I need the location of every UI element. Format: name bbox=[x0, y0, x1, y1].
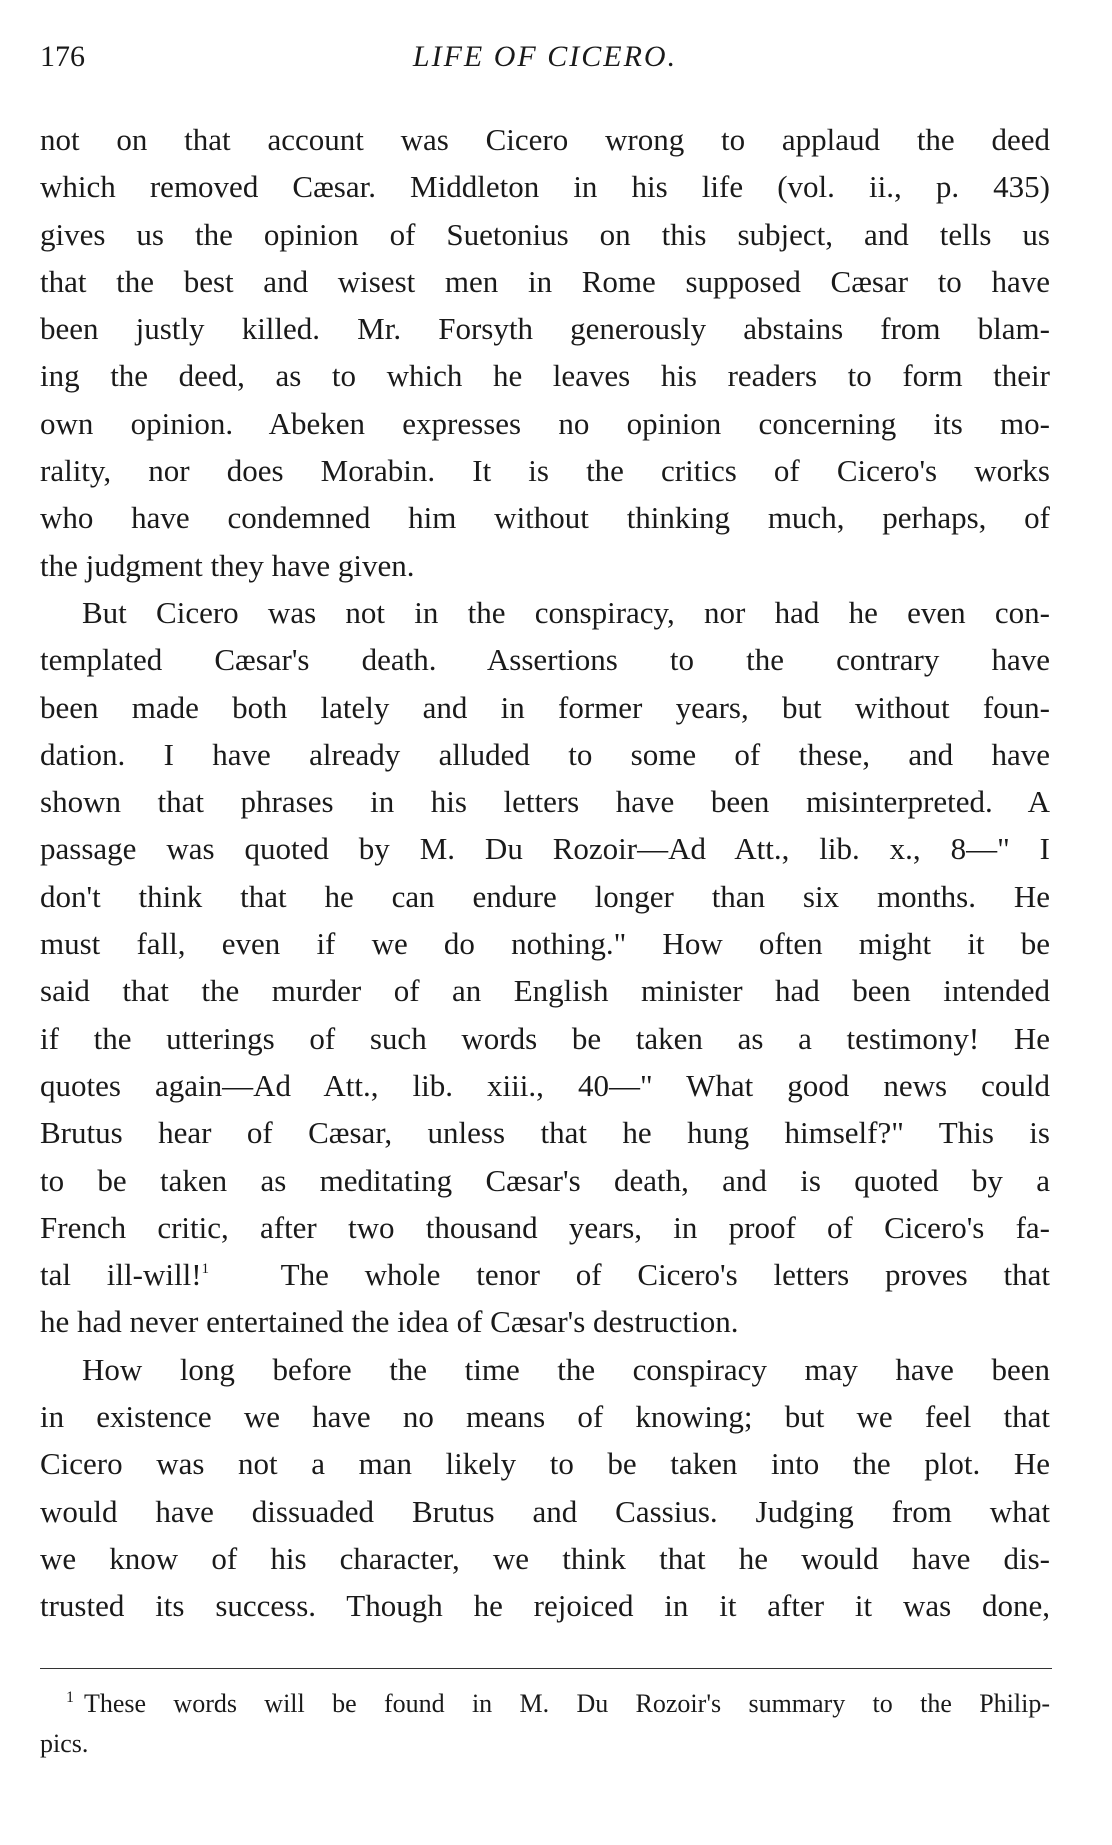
text-line: dation. I have already alluded to some of these, and have bbox=[40, 736, 1050, 772]
footnote-line bbox=[40, 1684, 1050, 1724]
text-line-with-footnote-ref bbox=[40, 1251, 1050, 1298]
text-line: he had never entertained the idea of Cæsar's destruction. bbox=[40, 1304, 739, 1340]
text-line: we know of his character, we think that he would have dis- bbox=[40, 1540, 1050, 1576]
text-line: would have dissuaded Brutus and Cassius. Judging from what bbox=[40, 1493, 1050, 1529]
page-header bbox=[40, 40, 1050, 80]
text-line: How long before the time the conspiracy may have been bbox=[82, 1351, 1050, 1387]
footnote-text: These words will be found in M. Du Rozoir's summary to the Philip- bbox=[84, 1689, 1050, 1718]
text-line: shown that phrases in his letters have been misinterpreted. A bbox=[40, 784, 1050, 820]
text-fragment: tal ill-will! bbox=[40, 1257, 202, 1293]
text-line: quotes again—Ad Att., lib. xiii., 40—" What good news could bbox=[40, 1067, 1050, 1103]
text-line: must fall, even if we do nothing." How often might it be bbox=[40, 926, 1050, 962]
footnote-line: pics. bbox=[40, 1729, 89, 1758]
text-line: But Cicero was not in the conspiracy, nor had he even con- bbox=[82, 594, 1050, 630]
text-line: French critic, after two thousand years, in proof of Cicero's fa- bbox=[40, 1209, 1050, 1245]
text-line: been made both lately and in former years, but without foun- bbox=[40, 689, 1050, 725]
text-line: not on that account was Cicero wrong to applaud the deed bbox=[40, 122, 1050, 157]
text-line: templated Cæsar's death. Assertions to the contrary have bbox=[40, 642, 1050, 678]
text-line: ing the deed, as to which he leaves his readers to form their bbox=[40, 358, 1050, 394]
running-title: LIFE OF CICERO. bbox=[412, 40, 678, 73]
text-line: Brutus hear of Cæsar, unless that he hung himself?" This is bbox=[40, 1115, 1050, 1151]
text-fragment: The whole tenor of Cicero's letters proves that bbox=[280, 1257, 1050, 1293]
footnote-reference: 1 bbox=[201, 1261, 210, 1278]
text-line: that the best and wisest men in Rome supposed Cæsar to have bbox=[40, 263, 1050, 299]
text-line: to be taken as meditating Cæsar's death, and is quoted by a bbox=[40, 1162, 1050, 1198]
text-line: in existence we have no means of knowing; but we feel that bbox=[40, 1399, 1050, 1435]
text-line: Cicero was not a man likely to be taken into the plot. He bbox=[40, 1446, 1050, 1482]
text-line: been justly killed. Mr. Forsyth generously abstains from blam- bbox=[40, 311, 1050, 347]
text-line: the judgment they have given. bbox=[40, 547, 415, 583]
text-line: if the utterings of such words be taken as a testimony! He bbox=[40, 1020, 1050, 1056]
text-line: trusted its success. Though he rejoiced in it after it was done, bbox=[40, 1588, 1050, 1624]
body-text bbox=[40, 116, 1050, 1630]
text-line: which removed Cæsar. Middleton in his life (vol. ii., p. 435) bbox=[40, 169, 1050, 205]
footnote bbox=[40, 1684, 1050, 1764]
footnote-divider bbox=[40, 1668, 1052, 1669]
text-line: rality, nor does Morabin. It is the critics of Cicero's works bbox=[40, 453, 1050, 489]
page-number: 176 bbox=[40, 40, 85, 73]
text-line: don't think that he can endure longer than six months. He bbox=[40, 878, 1050, 914]
text-line: gives us the opinion of Suetonius on this subject, and tells us bbox=[40, 216, 1050, 252]
footnote-mark: 1 bbox=[66, 1689, 74, 1706]
text-line: own opinion. Abeken expresses no opinion concerning its mo- bbox=[40, 405, 1050, 441]
text-line: who have condemned him without thinking much, perhaps, of bbox=[40, 500, 1050, 536]
text-line: passage was quoted by M. Du Rozoir—Ad Att., lib. x., 8—" I bbox=[40, 831, 1050, 867]
text-line: said that the murder of an English minister had been intended bbox=[40, 973, 1050, 1009]
